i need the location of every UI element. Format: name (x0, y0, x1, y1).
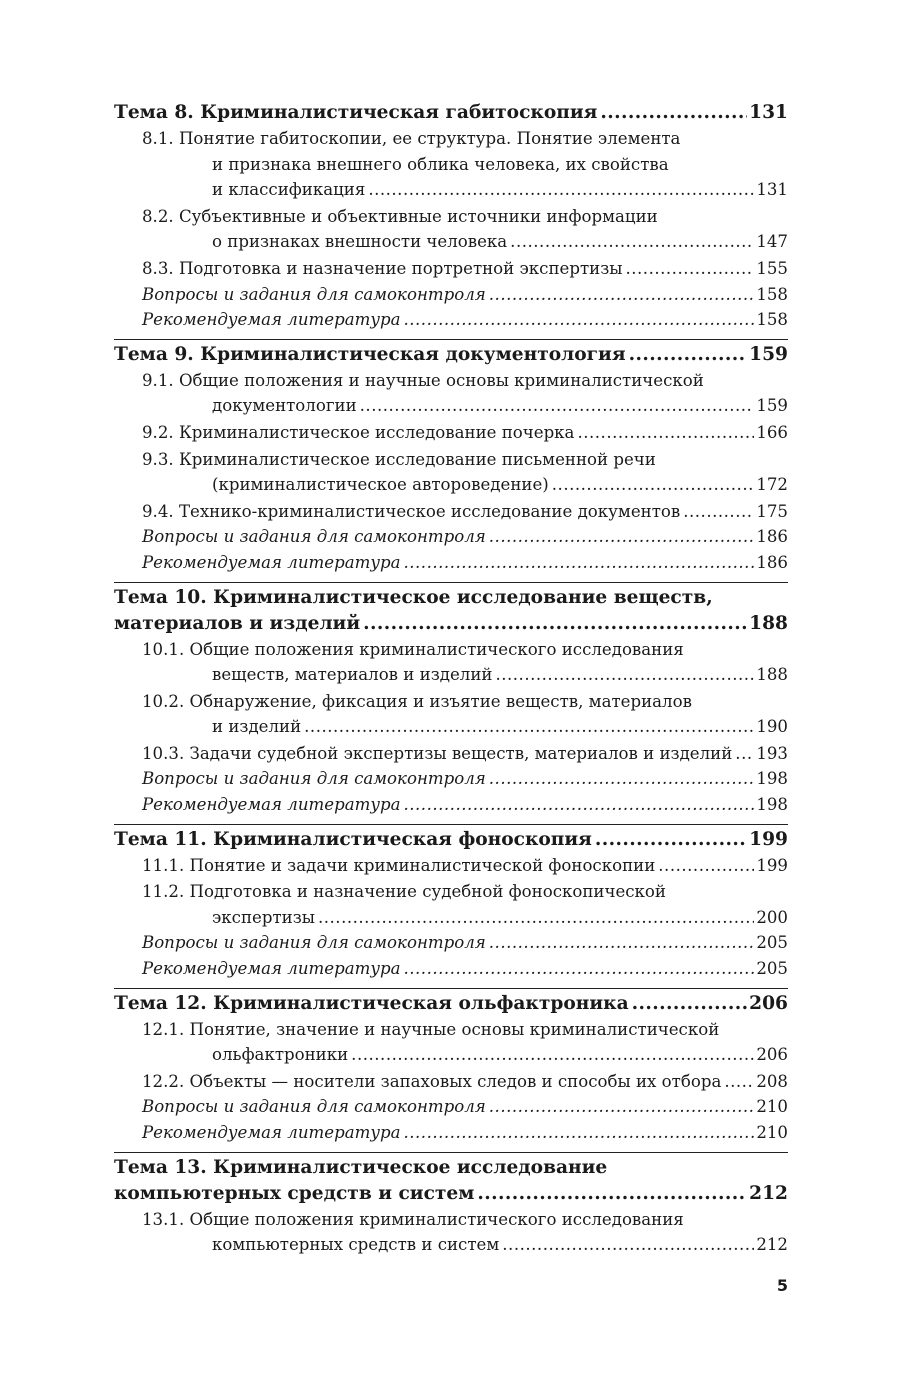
entry-text: 9.1. Общие положения и научные основы криминалистической (142, 370, 704, 390)
literature-entry-line (114, 307, 788, 333)
dot-leader (577, 420, 754, 446)
literature-entry-line (114, 792, 788, 818)
entry-text: 9.3. Криминалистическое исследование письменной речи (142, 449, 656, 469)
questions-entry-line (114, 930, 788, 956)
section-heading-page: 159 (749, 343, 788, 365)
dot-leader (477, 1181, 747, 1207)
dot-leader (595, 827, 747, 853)
entry-line (114, 177, 788, 203)
page-number: 5 (776, 1276, 788, 1295)
section-heading-page: 188 (749, 612, 788, 634)
questions-entry-text: Вопросы и задания для самоконтроля (142, 284, 486, 304)
toc-entry (114, 420, 788, 446)
toc-section (114, 988, 788, 1146)
section-heading-line (114, 1155, 788, 1181)
section-heading-page: 206 (749, 992, 788, 1014)
entry-page: 206 (756, 1045, 788, 1065)
entry-page: 200 (756, 907, 788, 927)
questions-entry-text: Вопросы и задания для самоконтроля (142, 527, 486, 547)
section-heading-line (114, 585, 788, 611)
literature-entry-page: 198 (756, 795, 788, 815)
entry-page: 199 (756, 855, 788, 875)
entry-page: 188 (756, 665, 788, 685)
entry-page: 131 (756, 180, 788, 200)
entry-page: 190 (756, 717, 788, 737)
entry-line (114, 393, 788, 419)
literature-entry-line (114, 956, 788, 982)
literature-entry-page: 205 (756, 959, 788, 979)
questions-entry-text: Вопросы и задания для самоконтроля (142, 1097, 486, 1117)
entry-text: (криминалистическое автороведение) (212, 475, 549, 495)
entry-text: веществ, материалов и изделий (212, 665, 493, 685)
entry-page: 155 (756, 258, 788, 278)
dot-leader (318, 905, 754, 931)
section-heading-text: компьютерных средств и систем (114, 1182, 475, 1204)
dot-leader (625, 256, 754, 282)
entry-text: ольфактроники (212, 1045, 349, 1065)
entry-text: 9.4. Технико-криминалистическое исследование документов (142, 501, 681, 521)
literature-entry-page: 186 (756, 552, 788, 572)
toc-entry (114, 1017, 788, 1068)
dot-leader (489, 930, 755, 956)
dot-leader (735, 741, 754, 767)
section-heading-text: Тема 10. Криминалистическое исследование веществ, (114, 586, 713, 608)
entry-text: 13.1. Общие положения криминалистического исследования (142, 1209, 684, 1229)
questions-entry-page: 198 (756, 769, 788, 789)
entry-page: 159 (756, 396, 788, 416)
section-heading-line (114, 611, 788, 637)
toc-entry (114, 126, 788, 203)
entry-text: документологии (212, 396, 357, 416)
toc-entry (114, 853, 788, 879)
dot-leader (403, 792, 754, 818)
section-heading-line (114, 991, 788, 1017)
questions-entry-text: Вопросы и задания для самоконтроля (142, 769, 486, 789)
entry-line (114, 1207, 788, 1233)
section-heading-text: Тема 13. Криминалистическое исследование (114, 1156, 608, 1178)
toc-entry (114, 499, 788, 525)
dot-leader (368, 177, 754, 203)
entry-text: 9.2. Криминалистическое исследование почерка (142, 422, 575, 442)
entry-line (114, 662, 788, 688)
entry-page: 193 (756, 743, 788, 763)
literature-entry-page: 158 (756, 310, 788, 330)
questions-entry-page: 210 (756, 1097, 788, 1117)
toc-entry (114, 741, 788, 767)
entry-line (114, 1232, 788, 1258)
toc-entry (114, 256, 788, 282)
entry-line (114, 1042, 788, 1068)
entry-text: 10.2. Обнаружение, фиксация и изъятие веществ, материалов (142, 691, 692, 711)
entry-line (114, 204, 788, 230)
entry-page: 172 (756, 475, 788, 495)
toc-entry (114, 1069, 788, 1095)
toc-entry (114, 204, 788, 255)
entry-line (114, 1069, 788, 1095)
questions-entry-line (114, 524, 788, 550)
section-heading-page: 131 (749, 102, 788, 123)
section-heading-page: 199 (749, 828, 788, 850)
dot-leader (629, 342, 748, 368)
entry-line (114, 879, 788, 905)
entry-text: 11.1. Понятие и задачи криминалистической фоноскопии (142, 855, 656, 875)
entry-line (114, 126, 788, 152)
entry-page: 208 (756, 1071, 788, 1091)
toc-section (114, 98, 788, 333)
section-heading-text: Тема 12. Криминалистическая ольфактроника (114, 992, 629, 1014)
entry-line (114, 256, 788, 282)
toc-entry (114, 447, 788, 498)
dot-leader (403, 550, 754, 576)
entry-text: 12.1. Понятие, значение и научные основы криминалистической (142, 1019, 720, 1039)
dot-leader (658, 853, 754, 879)
section-heading-page: 212 (749, 1182, 788, 1204)
literature-entry-page: 210 (756, 1123, 788, 1142)
entry-page: 147 (756, 232, 788, 252)
entry-page: 166 (756, 422, 788, 442)
entry-line (114, 689, 788, 715)
dot-leader (489, 766, 755, 792)
section-heading-line (114, 342, 788, 368)
dot-leader (403, 307, 754, 333)
toc-section (114, 1152, 788, 1258)
section-heading-line (114, 100, 788, 126)
questions-entry-page: 205 (756, 933, 788, 953)
questions-entry-line (114, 766, 788, 792)
questions-entry-line (114, 1094, 788, 1120)
entry-line (114, 853, 788, 879)
dot-leader (724, 1069, 754, 1095)
entry-line (114, 229, 788, 255)
dot-leader (632, 991, 748, 1017)
dot-leader (489, 1094, 755, 1120)
entry-text: 8.1. Понятие габитоскопии, ее структура. Понятие элемента (142, 129, 681, 148)
toc-section (114, 582, 788, 818)
entry-line (114, 714, 788, 740)
dot-leader (351, 1042, 754, 1068)
table-of-contents (114, 98, 788, 1264)
literature-entry-text: Рекомендуемая литература (142, 310, 401, 330)
literature-entry-line (114, 550, 788, 576)
entry-text: 8.3. Подготовка и назначение портретной экспертизы (142, 258, 623, 278)
literature-entry-line (114, 1120, 788, 1146)
entry-text: 11.2. Подготовка и назначение судебной фоноскопической (142, 882, 666, 902)
dot-leader (495, 662, 754, 688)
entry-text: 10.1. Общие положения криминалистического исследования (142, 639, 684, 659)
entry-line (114, 447, 788, 473)
section-heading-text: Тема 11. Криминалистическая фоноскопия (114, 828, 592, 850)
dot-leader (363, 611, 747, 637)
toc-entry (114, 689, 788, 740)
questions-entry-line (114, 282, 788, 308)
entry-page: 175 (756, 501, 788, 521)
literature-entry-text: Рекомендуемая литература (142, 1123, 401, 1142)
entry-line (114, 368, 788, 394)
dot-leader (304, 714, 754, 740)
entry-text: экспертизы (212, 907, 315, 927)
toc-entry (114, 879, 788, 930)
section-heading-text: Тема 9. Криминалистическая документология (114, 343, 626, 365)
entry-text: и признака внешнего облика человека, их свойства (212, 154, 669, 174)
entry-text: 10.3. Задачи судебной экспертизы веществ, материалов и изделий (142, 743, 733, 763)
dot-leader (502, 1232, 754, 1258)
toc-section (114, 339, 788, 576)
entry-text: о признаках внешности человека (212, 232, 508, 252)
questions-entry-page: 186 (756, 527, 788, 547)
entry-text: и изделий (212, 717, 302, 737)
toc-entry (114, 368, 788, 419)
questions-entry-page: 158 (756, 284, 788, 304)
entry-line (114, 741, 788, 767)
dot-leader (552, 472, 755, 498)
dot-leader (683, 499, 754, 525)
toc-entry (114, 1207, 788, 1258)
literature-entry-text: Рекомендуемая литература (142, 959, 401, 979)
entry-text: 8.2. Субъективные и объективные источники информации (142, 206, 658, 226)
dot-leader (489, 282, 755, 308)
literature-entry-text: Рекомендуемая литература (142, 552, 401, 572)
entry-line (114, 905, 788, 931)
dot-leader (510, 229, 754, 255)
toc-section (114, 824, 788, 982)
entry-text: 12.2. Объекты — носители запаховых следов и способы их отбора (142, 1071, 722, 1091)
dot-leader (360, 393, 755, 419)
entry-page: 212 (756, 1235, 788, 1255)
section-heading-line (114, 827, 788, 853)
toc-entry (114, 637, 788, 688)
section-heading-text: Тема 8. Криминалистическая габитоскопия (114, 102, 598, 123)
dot-leader (600, 100, 747, 126)
section-heading-line (114, 1181, 788, 1207)
entry-line (114, 637, 788, 663)
dot-leader (403, 956, 754, 982)
entry-line (114, 499, 788, 525)
entry-text: и классификация (212, 180, 366, 200)
literature-entry-text: Рекомендуемая литература (142, 795, 401, 815)
entry-line (114, 472, 788, 498)
entry-line (114, 1017, 788, 1043)
entry-text: компьютерных средств и систем (212, 1235, 500, 1255)
questions-entry-text: Вопросы и задания для самоконтроля (142, 933, 486, 953)
section-heading-text: материалов и изделий (114, 612, 361, 634)
dot-leader (403, 1120, 754, 1146)
dot-leader (489, 524, 755, 550)
entry-line (114, 152, 788, 178)
entry-line (114, 420, 788, 446)
